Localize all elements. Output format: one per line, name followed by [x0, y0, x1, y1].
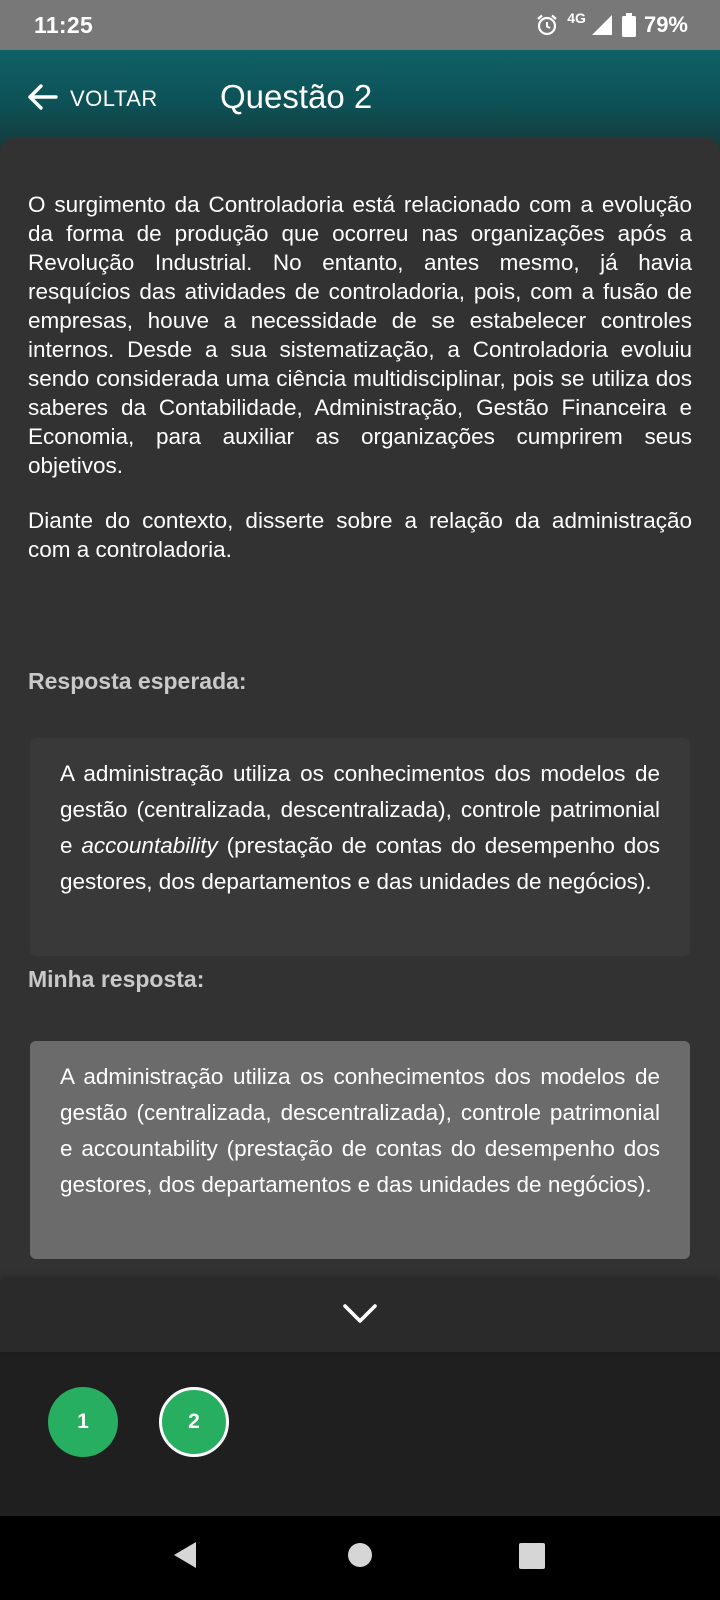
arrow-left-icon	[26, 83, 58, 116]
question-navigator	[0, 1280, 720, 1516]
my-answer-box	[30, 1041, 690, 1259]
expected-answer-label: Resposta esperada:	[28, 668, 247, 694]
alarm-icon	[535, 13, 559, 37]
page-title: Questão 2	[220, 78, 373, 115]
question-prompt: Diante do contexto, disserte sobre a relação da administração com a controladoria.	[28, 508, 692, 562]
expected-answer-text-end: (prestação de contas do desempenho dos gestores, dos departamentos e das unidades de negócios).	[60, 833, 660, 894]
expected-answer-box	[30, 738, 690, 956]
question-nav-item-2[interactable]	[159, 1387, 229, 1457]
battery-percent: 79%	[643, 12, 688, 37]
question-card[interactable]	[0, 138, 720, 1280]
signal-icon	[590, 14, 614, 36]
battery-icon	[622, 13, 636, 37]
home-circle-icon[interactable]	[347, 1542, 373, 1573]
question-nav-item-1[interactable]	[48, 1387, 118, 1457]
back-triangle-icon[interactable]	[172, 1540, 198, 1575]
question-text: O surgimento da Controladoria está relacionado com a evolução da forma de produção que ocorreu nas organizações após a Revolução Industrial. No entanto, antes mesmo, já havia resquícios das atividades de controladoria, pois, com a fusão de empresas, houve a necessidade de se estabelecer controles internos. Desde a sua sistematização, a Controladoria evoluiu sendo considerada uma ciência multidisciplinar, pois se utiliza dos saberes da Contabilidade, Administração, Gestão Financeira e Economia, para auxiliar as organizações cumprirem seus objetivos.	[28, 192, 692, 478]
expected-answer-italic: accountability	[81, 833, 218, 858]
my-answer-text: A administração utiliza os conhecimentos dos modelos de gestão (centralizada, descentralizada), controle patrimonial e accountability (prestação de contas do desempenho dos gestores, dos departamentos e das unidades de negócios).	[60, 1064, 660, 1197]
network-label: 4G	[567, 10, 586, 26]
collapse-button[interactable]	[0, 1280, 720, 1352]
system-nav-bar	[0, 1516, 720, 1600]
my-answer-label: Minha resposta:	[28, 966, 205, 992]
question-nav-label: 1	[77, 1410, 89, 1433]
question-nav-label: 2	[188, 1410, 200, 1433]
recents-square-icon[interactable]	[519, 1543, 545, 1574]
status-bar	[0, 0, 720, 50]
back-button[interactable]	[26, 76, 158, 122]
status-icons	[535, 12, 688, 38]
app-header	[0, 50, 720, 150]
back-label: VOLTAR	[70, 86, 158, 111]
chevron-down-icon	[342, 1303, 378, 1330]
expected-answer-text: A administração utiliza os conhecimentos dos modelos de gestão (centralizada, descentralizada), controle patrimonial e	[60, 761, 660, 858]
status-time: 11:25	[34, 11, 94, 38]
